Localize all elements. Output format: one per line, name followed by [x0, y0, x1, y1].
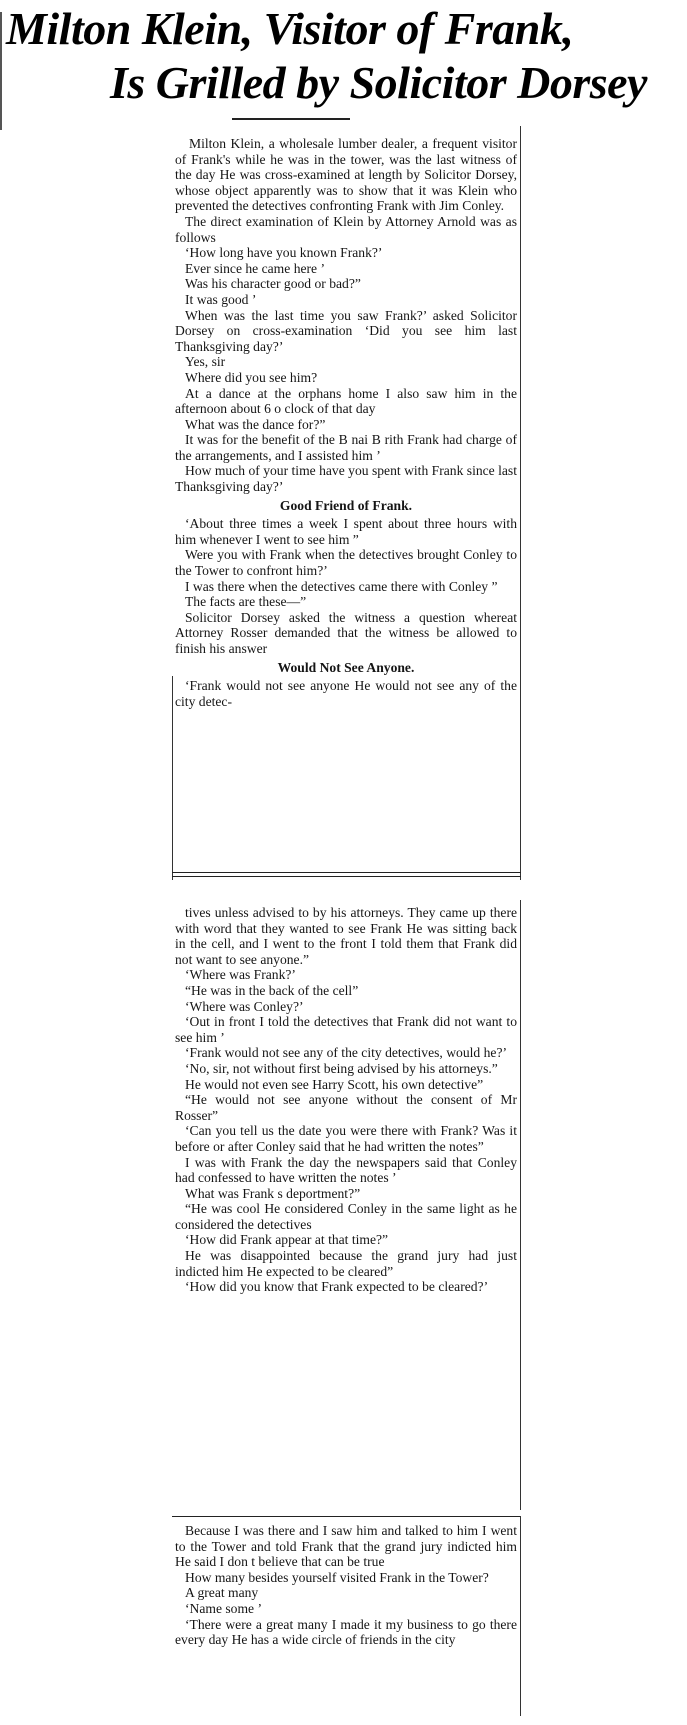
- article-paragraph: ‘Name some ’: [185, 1600, 263, 1616]
- article-paragraph: Ever since he came here ’: [185, 260, 326, 276]
- article-paragraph: ‘Can you tell us the date you were there with Frank? Was it before or after Conley said that he had written the notes”: [175, 1123, 517, 1154]
- subhead-good-friend: Good Friend of Frank.: [279, 497, 413, 513]
- article-paragraph: When was the last time you saw Frank?’ asked Solicitor Dorsey on cross-examination ‘Did you see him last Thanksgiving day?’: [175, 307, 517, 354]
- article-column-segment-1: [175, 136, 517, 709]
- article-part-5: [175, 1523, 517, 1648]
- article-paragraph: ‘How did you know that Frank expected to be cleared?’: [185, 1279, 489, 1295]
- article-paragraph: “He would not see anyone without the consent of Mr Rosser”: [175, 1092, 517, 1123]
- article-paragraph: Yes, sir: [185, 354, 226, 370]
- article-column-segment-2: [175, 905, 517, 1295]
- article-paragraph: ‘Where was Conley?’: [185, 998, 304, 1014]
- article-paragraph: Where did you see him?: [185, 369, 318, 385]
- article-paragraph: The direct examination of Klein by Attorney Arnold was as follows: [175, 213, 517, 245]
- article-paragraph: ‘No, sir, not without first being advised by his attorneys.”: [185, 1060, 498, 1076]
- left-margin-mark: [0, 12, 2, 130]
- column-rule-right-2: [520, 900, 521, 1510]
- article-paragraph: Solicitor Dorsey asked the witness a question whereat Attorney Rosser demanded that the witness be allowed to finish his answer: [175, 609, 517, 656]
- article-paragraph: What was Frank s deportment?”: [185, 1185, 361, 1201]
- break-rule-2: [172, 876, 521, 877]
- article-paragraph: How much of your time have you spent with Frank since last Thanksgiving day?’: [175, 463, 517, 495]
- article-paragraph: Because I was there and I saw him and talked to him I went to the Tower and told Frank that the grand jury indicted him He said I don t believe that can be true: [175, 1523, 517, 1570]
- article-paragraph: ‘Where was Frank?’: [185, 967, 296, 983]
- article-column-segment-3: [175, 1523, 517, 1648]
- article-paragraph: The facts are these—”: [185, 594, 307, 610]
- column-rule-left-1: [172, 676, 173, 880]
- article-paragraph: At a dance at the orphans home I also saw him in the afternoon about 6 o clock of that day: [175, 385, 517, 417]
- column-rule-right-3: [520, 1516, 521, 1716]
- headline-line-2: Is Grilled by Solicitor Dorsey: [110, 57, 647, 108]
- article-part-3: [175, 678, 517, 709]
- article-paragraph: “He was in the back of the cell”: [185, 982, 359, 998]
- article-paragraph: ‘Frank would not see anyone He would not see any of the city detec-: [175, 678, 517, 709]
- article-paragraph: How many besides yourself visited Frank in the Tower?: [185, 1569, 489, 1585]
- article-part-4: [175, 905, 517, 1295]
- article-paragraph: ‘Out in front I told the detectives that Frank did not want to see him ’: [175, 1014, 517, 1045]
- article-paragraph: Was his character good or bad?”: [185, 276, 361, 292]
- article-paragraph: tives unless advised to by his attorneys. They came up there with word that they wanted to see Frank He was sitting back in the cell, and I went to the front I told them that Frank did not want to see anyone.”: [175, 905, 517, 967]
- article-paragraph: ‘How did Frank appear at that time?”: [185, 1232, 389, 1248]
- article-paragraph: ‘There were a great many I made it my business to go there every day He has a wide circle of friends in the city: [175, 1616, 517, 1648]
- subhead-would-not-see: Would Not See Anyone.: [277, 659, 415, 675]
- article-paragraph: Were you with Frank when the detectives brought Conley to the Tower to confront him?’: [175, 547, 517, 579]
- article-paragraph: A great many: [185, 1585, 259, 1601]
- article-paragraph: It was for the benefit of the B nai B rith Frank had charge of the arrangements, and I assisted him ’: [175, 432, 517, 463]
- article-part-2: [175, 516, 517, 656]
- article-paragraph: ‘Frank would not see any of the city detectives, would he?’: [185, 1045, 508, 1061]
- article-paragraph: ‘How long have you known Frank?’: [185, 245, 383, 261]
- article-paragraph: He would not even see Harry Scott, his own detective”: [185, 1076, 484, 1092]
- article-paragraph: I was there when the detectives came there with Conley ”: [185, 578, 498, 594]
- headline-dash-rule: [232, 118, 350, 120]
- break-rule-3: [172, 1516, 521, 1517]
- article-paragraph: I was with Frank the day the newspapers said that Conley had confessed to have written the notes ’: [175, 1154, 517, 1186]
- article-part-1: [175, 136, 517, 495]
- article-paragraph: “He was cool He considered Conley in the same light as he considered the detectives: [175, 1201, 517, 1232]
- break-rule-1: [172, 872, 521, 873]
- article-paragraph: What was the dance for?”: [185, 416, 326, 432]
- article-paragraph: Milton Klein, a wholesale lumber dealer, a frequent visitor of Frank's while he was in the tower, was the last witness of the day He was cross-examined at length by Solicitor Dorsey, whose object apparently was to show that it was Klein who prevented the detectives confronting Frank with Jim Conley.: [175, 136, 517, 214]
- article-paragraph: ‘About three times a week I spent about three hours with him whenever I went to see him ”: [175, 516, 517, 547]
- column-rule-right-1: [520, 126, 521, 880]
- article-paragraph: It was good ’: [185, 291, 257, 307]
- headline-line-1: Milton Klein, Visitor of Frank,: [6, 3, 574, 54]
- article-paragraph: He was disappointed because the grand jury had just indicted him He expected to be cleared”: [175, 1248, 517, 1279]
